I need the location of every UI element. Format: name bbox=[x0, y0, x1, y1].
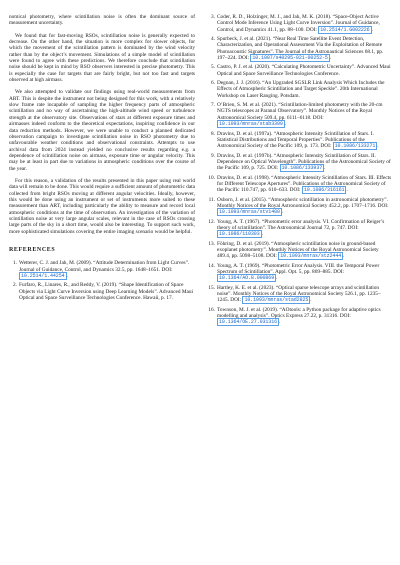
reference-tail: . bbox=[329, 55, 332, 62]
reference-tail: . bbox=[66, 273, 68, 280]
reference-text: Castro, P. J. et al. (2020). “Calculating Photometric Uncertainty”. Advanced Maui Optical and Space Surveillance Technologies Conference. bbox=[217, 64, 391, 77]
doi-link[interactable]: 10.1093/mnras/stv1400 bbox=[219, 209, 280, 216]
reference-number: 14. bbox=[208, 262, 215, 269]
reference-text: Coder, R. D., Holzinger, M. J., and Jah, M. K. (2018). “Space-Object Active Control Mode Inference Using Light Curve Inversion”. Journal of Guidance, Control, and Dynamics 41.1, pp. 88–100. DOI: bbox=[217, 14, 380, 33]
reference-tail: . bbox=[371, 26, 373, 33]
references-heading: REFERENCES bbox=[9, 247, 56, 253]
references-list-right bbox=[207, 14, 392, 326]
reference-tail: . bbox=[346, 187, 348, 194]
doi-link[interactable]: 10.2514/1.G002226 bbox=[320, 26, 370, 33]
reference-number: 11. bbox=[208, 196, 215, 203]
reference-item bbox=[208, 284, 392, 304]
doi-link[interactable]: 10.1093/mnras/stab3399 bbox=[219, 121, 283, 128]
right-column bbox=[207, 14, 392, 329]
reference-text: Dravins, D. et al. (1997a). “Atmospheric Intensity Scintillation of Stars. I. Statistical Distributions and Temporal Properties”. Publications of the Astronomical Society of the Pacific 109, p. 173. DOI: bbox=[217, 130, 374, 150]
reference-text: Osborn, J. et al. (2015). “Atmospheric scintillation in astronomical photometry”. Monthly Notices of the Royal Astronomical Society 452.2, pp. 1707–1716. DOI: bbox=[217, 196, 389, 209]
conclusion-paragraph-2: We found that for fast-moving RSOs, scintillation noise is generally expected to decrease. On the other hand, the situation is more complex for slower objects, for which the movement of the scintillation pattern is dominated by the wind velocity rather than by the object’s movement. Simulations of a simple model of scintillation were found to agree with these predictions. We therefore conclude that scintillation noise should be kept in mind by RSO observers interested in precise photometry. This is especially the case for targets that are fairly bright, but not too fast and targets observed at high airmass. bbox=[9, 32, 195, 84]
reference-text: O’Brien, S. M. et al. (2021). “Scintillation-limited photometry with the 20-cm NGTS telescopes at Paranal Observatory”. Monthly Notices of the Royal Astronomical Society 509.4, pp. 6111–6118. DOI: bbox=[217, 102, 383, 121]
reference-item bbox=[13, 260, 195, 280]
reference-tail: . bbox=[276, 275, 278, 282]
reference-number: 12. bbox=[208, 218, 215, 225]
reference-number: 7. bbox=[211, 102, 215, 109]
reference-tail: . bbox=[279, 319, 281, 326]
reference-number: 15. bbox=[208, 284, 215, 291]
doi-link[interactable]: 10.1364/AO.8.000869 bbox=[219, 275, 275, 282]
reference-item bbox=[211, 152, 392, 172]
conclusion-paragraph-3: We also attempted to validate our findings using real-world measurements from ART. This is despite the instrument not being designed for this work, with a relatively slow frame rate incapable of sampling the higher frequency parts of atmospheric scintillation and no way of ascertaining the high-altitude wind speed or turbulence strength at the observatory site. Observations of stars at different exposure times and airmasses indeed conform to the theoretical expectations, inspiring confidence in our data reduction methods. However, we were unable to conduct a planned dedicated observation campaign to investigate scintillation noise in RSO photometry due to unfavourable weather conditions and observational constraints. Attempts to use archival data from 2024 instead yielded no conclusive results regarding e.g. a dependence of scintillation noise on airmass, exposure time or angular velocity. This may be at least in part due to variations in atmospheric conditions over the course of the year. bbox=[9, 89, 195, 172]
reference-item bbox=[208, 262, 392, 282]
reference-item bbox=[211, 14, 392, 33]
reference-tail: . bbox=[343, 253, 345, 260]
references-list-left bbox=[9, 260, 195, 301]
reference-text: Föhring, D. et al. (2019). “Atmospheric scintillation noise in ground-based exoplanet photometry”. Monthly Notices of the Royal Astronomical Society 489.4, pp. 5098–5108. DOI: bbox=[217, 240, 379, 260]
reference-item bbox=[211, 36, 392, 62]
reference-tail: . bbox=[284, 121, 287, 128]
reference-item bbox=[208, 240, 392, 260]
reference-number: 16. bbox=[208, 306, 215, 313]
reference-tail: . bbox=[310, 297, 312, 304]
doi-link[interactable]: 10.1007/s40295-021-00252-5 bbox=[252, 55, 328, 62]
reference-number: 2. bbox=[13, 282, 17, 289]
reference-text: Spurbeck, J. et al. (2021). “Near Real Time Satellite Event Detection, Characterization, and Operational Assessment Via the Exploitation of Remote Photoacoustic Signatures”. The Journal of the Astronautical Sciences 68.1, pp. 197–224. DOI: bbox=[217, 36, 384, 62]
reference-text: Furfaro, R., Linares, R., and Reddy, V. (2019). “Shape Identification of Space Objects via Light Curve Inversion using Deep Learning Models”. Advanced Maui Optical and Space Surveillance Technologies Conference. Hawaii, p. 17. bbox=[19, 282, 194, 302]
reference-number: 4. bbox=[211, 36, 215, 43]
doi-link[interactable]: 10.1093/mnras/stz2444 bbox=[280, 253, 342, 260]
doi-link[interactable]: 10.1086/110303 bbox=[219, 231, 260, 238]
reference-item bbox=[208, 196, 392, 216]
doi-link[interactable]: 10.1086/133271 bbox=[334, 143, 376, 150]
reference-item bbox=[208, 218, 392, 238]
reference-number: 10. bbox=[208, 174, 215, 181]
reference-number: 1. bbox=[13, 260, 17, 267]
reference-number: 6. bbox=[211, 80, 215, 87]
reference-number: 8. bbox=[211, 130, 215, 137]
reference-text: Dravins, D. et al. (1998). “Atmospheric Intensity Scintillation of Stars. III. Effects for Different Telescope Apertures”. Publications of the Astronomical Society of the Pacific 110.747, pp. 610–633. DOI: bbox=[217, 174, 392, 194]
reference-number: 13. bbox=[208, 240, 215, 247]
reference-text: Young, A. T. (1967). “Photometric error analysis. VI. Confirmation of Reiger’s theory of scintillation”. The Astronomical Journal 72, p. 747. DOI: bbox=[217, 218, 385, 231]
doi-link[interactable]: 10.1086/316161 bbox=[303, 187, 345, 194]
doi-link[interactable]: 10.2514/1.44254 bbox=[21, 273, 65, 280]
doi-link[interactable]: 10.1093/mnras/stad2825 bbox=[244, 297, 309, 304]
reference-number: 5. bbox=[211, 64, 215, 71]
reference-text: Dravins, D. et al. (1997b). “Atmospheric Intensity Scintillation of Stars. II. Dependence on Optical Wavelength”. Publications of the Astronomical Society of the Pacific 109, p. 725. DOI: bbox=[217, 152, 391, 172]
reference-item bbox=[208, 174, 392, 194]
left-column bbox=[9, 14, 195, 304]
conclusion-paragraph-4: For this reason, a validation of the results presented in this paper using real world data will remain to be done. This would require a sufficient amount of photometric data collected from bright RSOs moving at different angular velocities. Ideally, however, this would be done using an instrument or set of instruments more suited to these measurement than ART, including particularly the ability to measure and record local atmospheric conditions at the time of observation. An investigation of the variation of scintillation noise at very large angular scales, relevant in the case of RSOs crossing large parts of the sky in a short time, would also be interesting. To support such work, more sophisticated simulations covering the entire imaging scenario would be helpful. bbox=[9, 177, 195, 235]
reference-item bbox=[211, 64, 392, 77]
reference-number: 3. bbox=[211, 14, 215, 20]
reference-text: Young, A. T. (1969). “Photometric Error Analysis. VIII. the Temporal Power Spectrum of Scintillation”. Appl. Opt. 5, pp. 869–885. DOI: bbox=[217, 262, 380, 276]
reference-tail: . bbox=[281, 209, 284, 216]
doi-link[interactable]: 10.1364/OE.27.031316 bbox=[219, 319, 278, 326]
reference-item bbox=[13, 282, 195, 302]
conclusion-paragraph-1: nomical photometry, where scintillation noise is often the dominant source of measurement uncertainty. bbox=[9, 14, 195, 27]
reference-text: Hartley, K. E. et al. (2023). “Optical sparse telescope arrays and scintillation noise”. Monthly Notices of the Royal Astronomical Society 526.1, pp. 1235–1245. DOI: bbox=[217, 284, 381, 304]
reference-item bbox=[211, 130, 392, 150]
reference-item bbox=[208, 306, 392, 326]
reference-item bbox=[211, 102, 392, 128]
doi-link[interactable]: 10.1086/133937 bbox=[281, 165, 323, 172]
reference-number: 9. bbox=[211, 152, 215, 159]
reference-text: Wetterer, C. J. and Jah, M. (2009). “Attitude Determination from Light Curves”. Journal of Guidance, Control, and Dynamics 32.5, pp. 1648–1651. DOI: bbox=[19, 260, 190, 273]
reference-text: Degnan, J. J. (2016). “An Upgraded SGSLR Link Analysis Which Includes the Effects of Atmospheric Scintillation and Target Speckle”. 20th International Workshop on Laser Ranging. Potsdam. bbox=[217, 80, 385, 99]
reference-item bbox=[211, 80, 392, 99]
reference-text: Townson, M. J. et al. (2019). “AOtools: a Python package for adaptive optics modelling and analysis”. Optics Express 27.22, p. 31316. DOI: bbox=[217, 306, 381, 320]
reference-tail: . bbox=[261, 231, 263, 238]
reference-tail: . bbox=[377, 143, 379, 150]
reference-tail: . bbox=[324, 165, 326, 172]
